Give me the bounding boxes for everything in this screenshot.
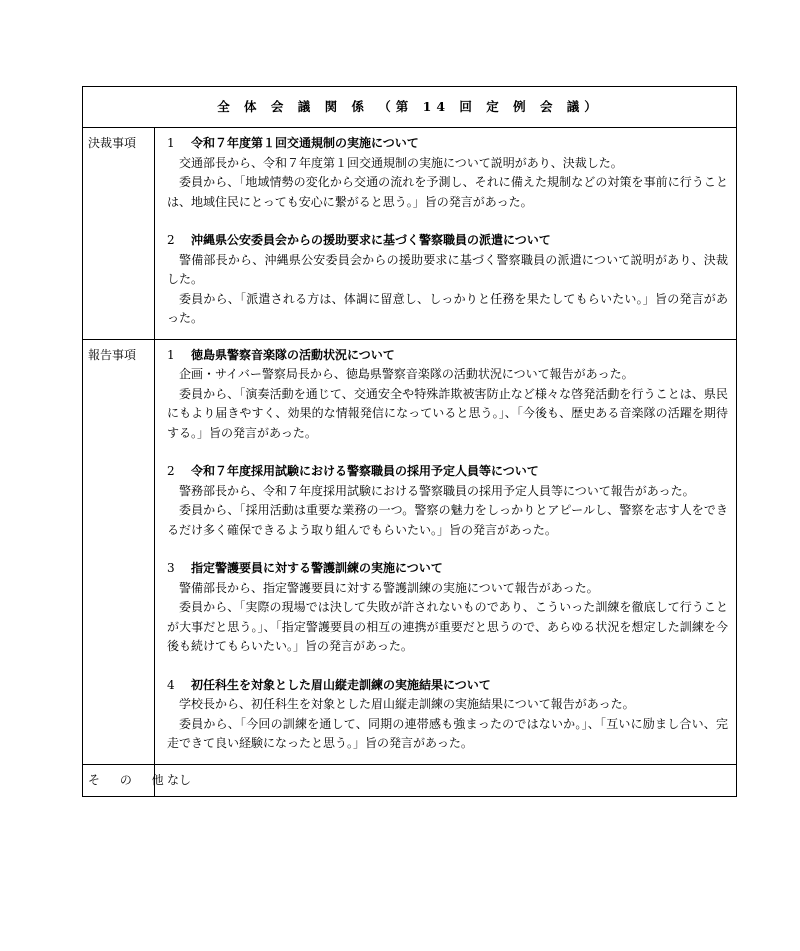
section-content-other: なし: [155, 764, 737, 797]
item-heading-row: [167, 134, 728, 154]
section-row-decisions: [83, 128, 737, 340]
report-item-3: [167, 559, 728, 657]
title-row: [83, 87, 737, 128]
item-number: 3: [167, 561, 175, 575]
section-label-other: そ の 他: [83, 764, 155, 797]
section-content-reports: [155, 339, 737, 764]
item-heading-row: [167, 676, 728, 696]
item-heading-row: [167, 559, 728, 579]
item-heading-row: [167, 231, 728, 251]
decision-item-2: [167, 231, 728, 329]
item-heading: 沖縄県公安委員会からの援助要求に基づく警察職員の派遣について: [191, 233, 551, 247]
item-paragraph: 委員から、「地域情勢の変化から交通の流れを予測し、それに備えた規制などの対策を事前に行うことは、地域住民にとっても安心に繋がると思う。」旨の発言があった。: [167, 175, 728, 209]
section-row-reports: [83, 339, 737, 764]
item-paragraph: 委員から、「今回の訓練を通して、同期の連帯感も強まったのではないか。」、「互いに励まし合い、完走できて良い経験になったと思う。」旨の発言があった。: [167, 716, 728, 750]
item-heading: 徳島県警察音楽隊の活動状況について: [191, 347, 395, 362]
section-label-decisions: 決裁事項: [83, 128, 155, 340]
item-heading: 令和７年度第１回交通規制の実施について: [191, 136, 419, 150]
item-paragraph: 委員から、「演奏活動を通じて、交通安全や特殊詐欺被害防止など様々な啓発活動を行うことは、県民にもより届きやすく、効果的な情報発信になっていると思う。」、「今後も、歴史ある音楽隊の活躍を期待する。」旨の発言があった。: [167, 386, 728, 440]
report-item-2: [167, 462, 728, 540]
item-paragraph: 警備部長から、沖縄県公安委員会からの援助要求に基づく警察職員の派遣について説明があり、決裁した。: [167, 252, 728, 286]
section-row-other: [83, 764, 737, 797]
item-paragraph: 交通部長から、令和７年度第１回交通規制の実施について説明があり、決裁した。: [179, 155, 623, 170]
item-paragraph: 委員から、「採用活動は重要な業務の一つ。警察の魅力をしっかりとアピールし、警察を志す人をできるだけ多く確保できるよう取り組んでもらいたい。」旨の発言があった。: [167, 503, 728, 537]
table-title: 全 体 会 議 関 係 （第 14 回 定 例 会 議）: [83, 87, 737, 128]
item-paragraph: 委員から、「実際の現場では決して失敗が許されないものであり、こういった訓練を徹底して行うことが大事だと思う。」、「指定警護要員の相互の連携が重要だと思うので、あらゆる状況を想定した訓練を今後も続けてもらいたい。」旨の発言があった。: [167, 600, 728, 653]
section-label-reports: 報告事項: [83, 339, 155, 764]
item-heading: 初任科生を対象とした眉山縦走訓練の実施結果について: [191, 677, 491, 692]
item-number: 1: [167, 347, 175, 362]
item-paragraph: 学校長から、初任科生を対象とした眉山縦走訓練の実施結果について報告があった。: [179, 697, 635, 711]
item-paragraph: 警備部長から、指定警護要員に対する警護訓練の実施について報告があった。: [179, 580, 599, 595]
item-number: 2: [167, 233, 175, 247]
item-number: 2: [167, 464, 175, 478]
section-content-decisions: [155, 128, 737, 340]
report-item-4: [167, 676, 728, 754]
item-heading-row: [167, 462, 728, 482]
item-number: 4: [167, 677, 175, 692]
item-heading: 令和７年度採用試験における警察職員の採用予定人員等について: [191, 464, 539, 478]
item-paragraph: 企画・サイバー警察局長から、徳島県警察音楽隊の活動状況について報告があった。: [179, 367, 634, 381]
item-heading-row: [167, 346, 728, 366]
item-paragraph: 警務部長から、令和７年度採用試験における警察職員の採用予定人員等について報告があった。: [179, 483, 695, 498]
decision-item-1: [167, 134, 728, 212]
meeting-minutes-table: [82, 86, 737, 797]
report-item-1: [167, 346, 728, 444]
item-number: 1: [167, 136, 175, 150]
item-paragraph: 委員から、「派遣される方は、体調に留意し、しっかりと任務を果たしてもらいたい。」旨の発言があった。: [167, 291, 728, 325]
item-heading: 指定警護要員に対する警護訓練の実施について: [191, 561, 443, 575]
